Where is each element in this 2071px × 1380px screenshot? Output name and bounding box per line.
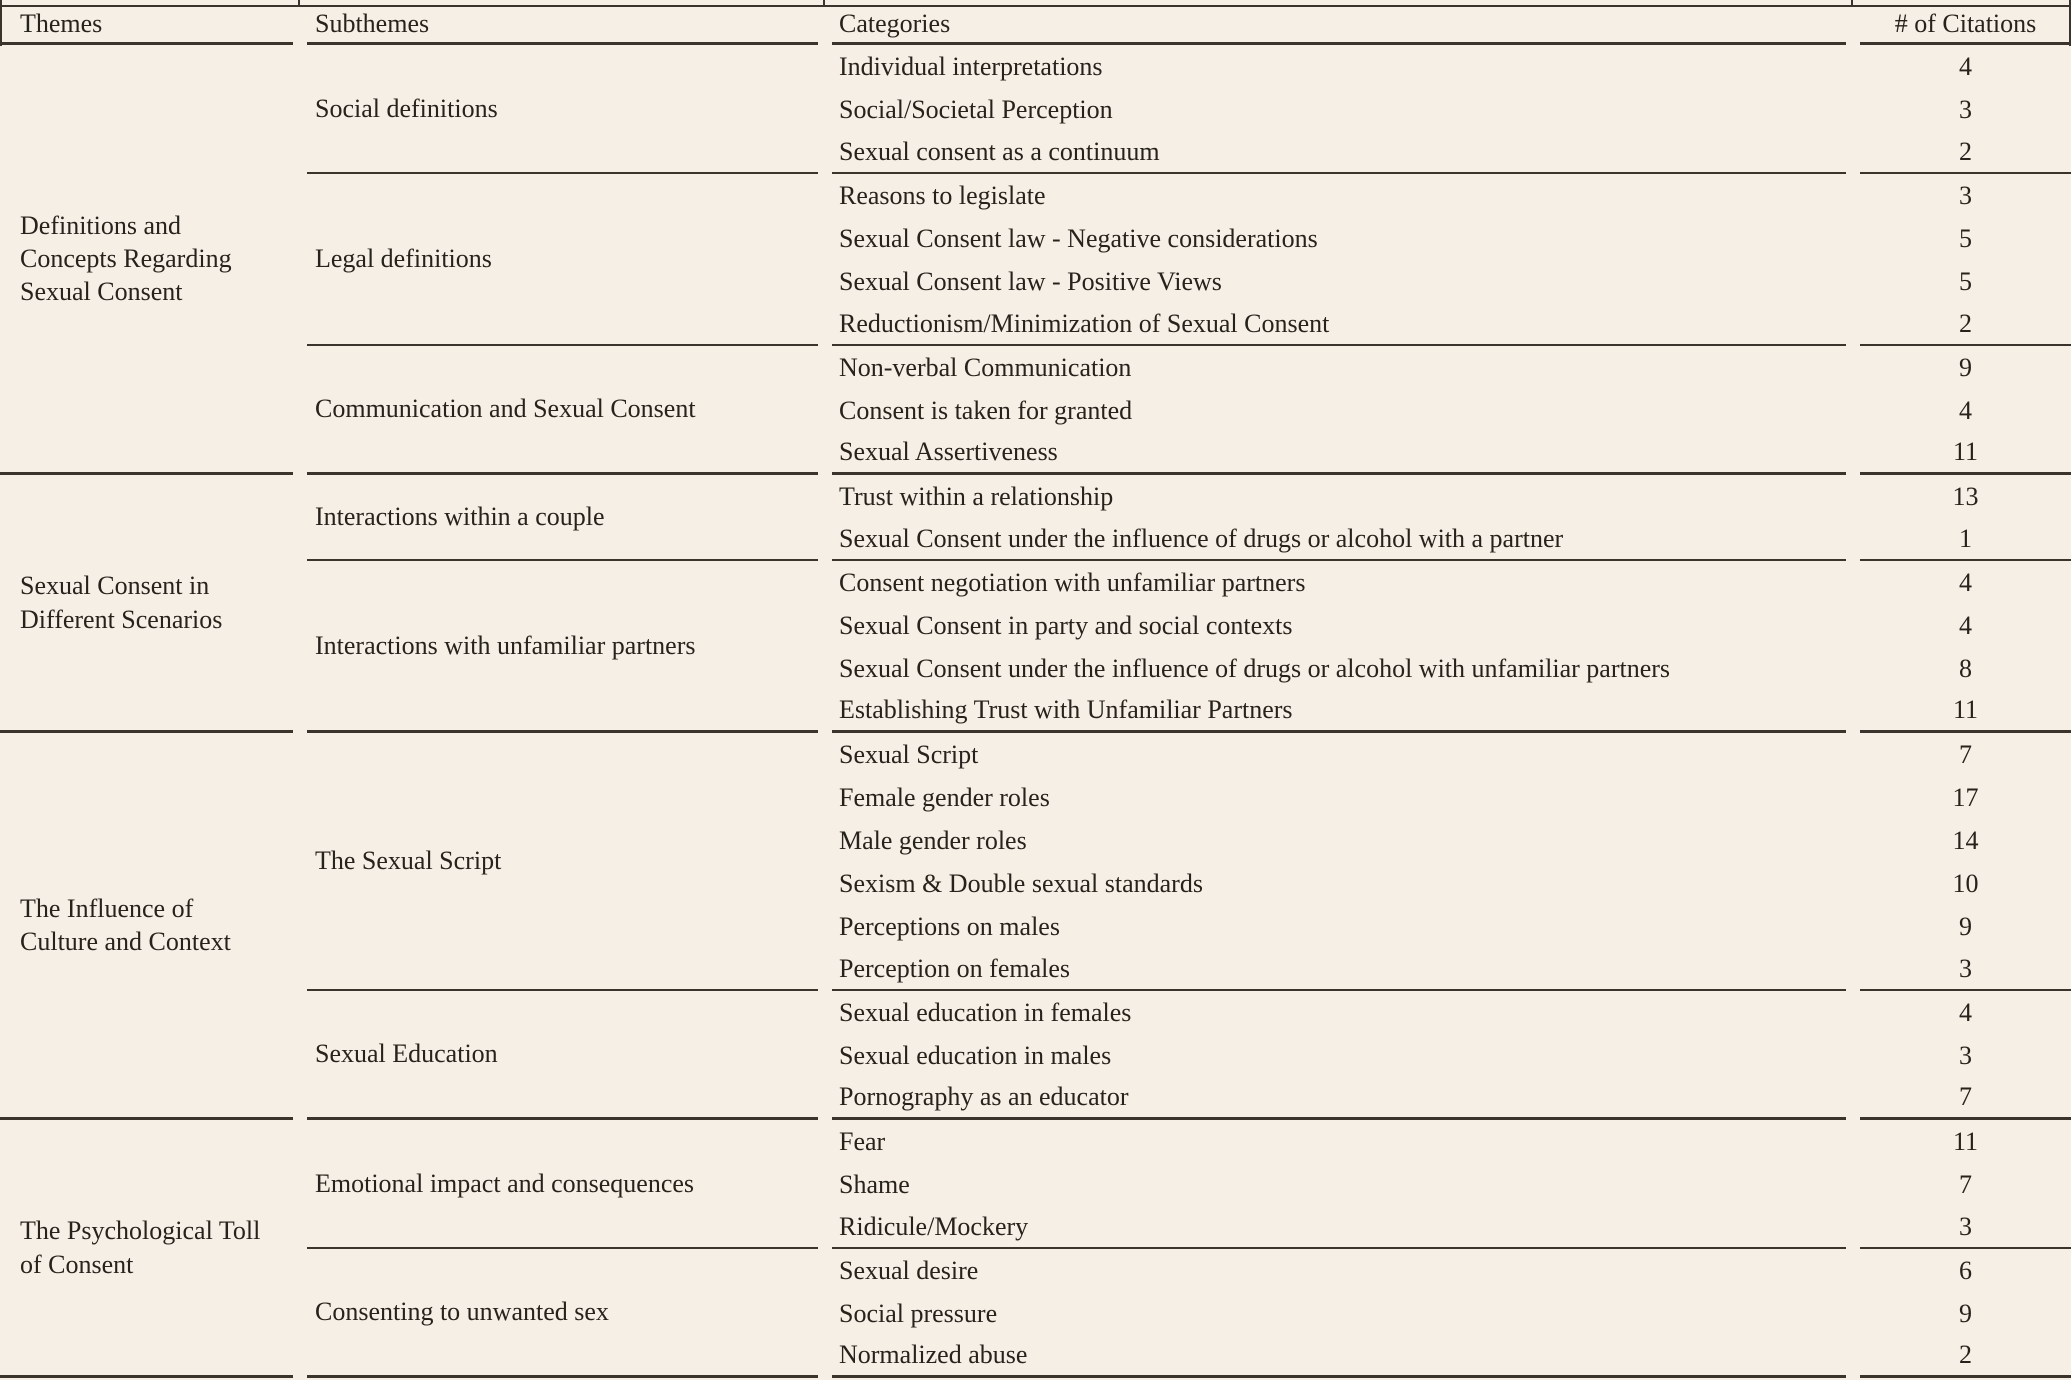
category-cell: Sexual Script xyxy=(839,739,979,769)
category-cell: Sexual Assertiveness xyxy=(832,432,1846,475)
subtheme-cell: Emotional impact and consequences xyxy=(307,1120,818,1249)
category-cell: Sexual Consent law - Positive Views xyxy=(839,266,1222,296)
category-cell: Non-verbal Communication xyxy=(839,352,1132,382)
column-header-citations: # of Citations xyxy=(1860,5,2071,45)
subtheme-cell: Legal definitions xyxy=(307,174,818,346)
theme-cell: Definitions and Concepts Regarding Sexual Consent xyxy=(0,45,293,475)
category-cell: Male gender roles xyxy=(839,825,1027,855)
category-cell: Female gender roles xyxy=(839,782,1050,812)
category-cell: Pornography as an educator xyxy=(832,1077,1846,1120)
category-cell: Sexual Consent law - Negative considerations xyxy=(839,223,1318,253)
category-cell: Sexual Consent in party and social contexts xyxy=(839,610,1293,640)
header-row xyxy=(0,5,2071,45)
table-row xyxy=(0,991,2071,1034)
subtheme-cell: Social definitions xyxy=(307,45,818,174)
theme-cell: The Psychological Toll of Consent xyxy=(0,1120,293,1378)
citations-cell: 5 xyxy=(1959,223,1972,253)
category-cell: Normalized abuse xyxy=(832,1335,1846,1378)
citations-cell: 1 xyxy=(1860,518,2071,561)
subtheme-cell: Interactions within a couple xyxy=(307,475,818,561)
category-cell: Social/Societal Perception xyxy=(839,94,1113,124)
column-header-subthemes: Subthemes xyxy=(307,5,818,45)
citations-cell: 7 xyxy=(1959,1169,1972,1199)
citations-cell: 11 xyxy=(1860,432,2071,475)
category-cell: Fear xyxy=(839,1126,886,1156)
citations-cell: 5 xyxy=(1959,266,1972,296)
category-cell: Social pressure xyxy=(839,1298,998,1328)
citations-cell: 10 xyxy=(1952,868,1979,898)
category-cell: Consent is taken for granted xyxy=(839,395,1133,425)
category-cell: Perception on females xyxy=(832,948,1846,991)
category-cell: Individual interpretations xyxy=(839,51,1103,81)
citations-cell: 11 xyxy=(1952,1126,1979,1156)
category-cell: Consent negotiation with unfamiliar partners xyxy=(839,567,1306,597)
citations-cell: 6 xyxy=(1959,1255,1972,1285)
category-cell: Establishing Trust with Unfamiliar Partners xyxy=(832,690,1846,733)
category-cell: Sexual education in males xyxy=(839,1040,1112,1070)
column-header-themes: Themes xyxy=(0,5,293,45)
citations-cell: 3 xyxy=(1959,94,1972,124)
subtheme-cell: The Sexual Script xyxy=(307,733,818,991)
category-cell: Sexual consent as a continuum xyxy=(832,131,1846,174)
table-row xyxy=(0,45,2071,88)
citations-cell: 4 xyxy=(1959,395,1972,425)
table-row xyxy=(0,174,2071,217)
citations-cell: 2 xyxy=(1860,1335,2071,1378)
subtheme-cell: Interactions with unfamiliar partners xyxy=(307,561,818,733)
themes-subthemes-categories-table xyxy=(0,5,2071,1378)
category-cell: Ridicule/Mockery xyxy=(832,1206,1846,1249)
category-cell: Reasons to legislate xyxy=(839,180,1046,210)
citations-cell: 8 xyxy=(1959,653,1972,683)
category-cell: Trust within a relationship xyxy=(839,481,1114,511)
theme-cell: The Influence of Culture and Context xyxy=(0,733,293,1120)
citations-cell: 17 xyxy=(1952,782,1979,812)
category-cell: Shame xyxy=(839,1169,910,1199)
citations-cell: 3 xyxy=(1860,948,2071,991)
citations-cell: 4 xyxy=(1959,51,1972,81)
subtheme-cell: Communication and Sexual Consent xyxy=(307,346,818,475)
table-row xyxy=(0,733,2071,776)
category-cell: Sexual Consent under the influence of drugs or alcohol with a partner xyxy=(832,518,1846,561)
header-left-edge xyxy=(0,0,2,46)
citations-cell: 13 xyxy=(1952,481,1979,511)
citations-cell: 7 xyxy=(1959,739,1972,769)
theme-cell: Sexual Consent in Different Scenarios xyxy=(0,475,293,733)
citations-cell: 2 xyxy=(1860,131,2071,174)
subtheme-cell: Sexual Education xyxy=(307,991,818,1120)
table-frame-tick xyxy=(823,0,825,7)
table-frame-tick xyxy=(1851,0,1853,7)
citations-cell: 4 xyxy=(1959,567,1972,597)
table-header xyxy=(0,5,2071,45)
citations-cell: 9 xyxy=(1959,911,1972,941)
citations-cell: 14 xyxy=(1952,825,1979,855)
table-row xyxy=(0,346,2071,389)
column-header-categories: Categories xyxy=(832,5,1846,45)
citations-cell: 9 xyxy=(1959,352,1972,382)
table-row xyxy=(0,475,2071,518)
table-row xyxy=(0,1120,2071,1163)
category-cell: Sexism & Double sexual standards xyxy=(839,868,1203,898)
citations-cell: 2 xyxy=(1860,303,2071,346)
table-top-rule xyxy=(0,5,2071,7)
citations-cell: 7 xyxy=(1860,1077,2071,1120)
category-cell: Sexual Consent under the influence of drugs or alcohol with unfamiliar partners xyxy=(839,653,1671,683)
citations-cell: 11 xyxy=(1860,690,2071,733)
category-cell: Sexual education in females xyxy=(839,997,1132,1027)
citations-cell: 3 xyxy=(1959,1040,1972,1070)
table-row xyxy=(0,561,2071,604)
table-body xyxy=(0,45,2071,1378)
citations-cell: 3 xyxy=(1959,180,1972,210)
subtheme-cell: Consenting to unwanted sex xyxy=(307,1249,818,1378)
category-cell: Reductionism/Minimization of Sexual Consent xyxy=(832,303,1846,346)
table-frame-tick xyxy=(298,0,300,7)
category-cell: Perceptions on males xyxy=(839,911,1060,941)
category-cell: Sexual desire xyxy=(839,1255,979,1285)
citations-cell: 3 xyxy=(1860,1206,2071,1249)
citations-cell: 4 xyxy=(1959,997,1972,1027)
table-row xyxy=(0,1249,2071,1292)
citations-cell: 9 xyxy=(1959,1298,1972,1328)
citations-cell: 4 xyxy=(1959,610,1972,640)
